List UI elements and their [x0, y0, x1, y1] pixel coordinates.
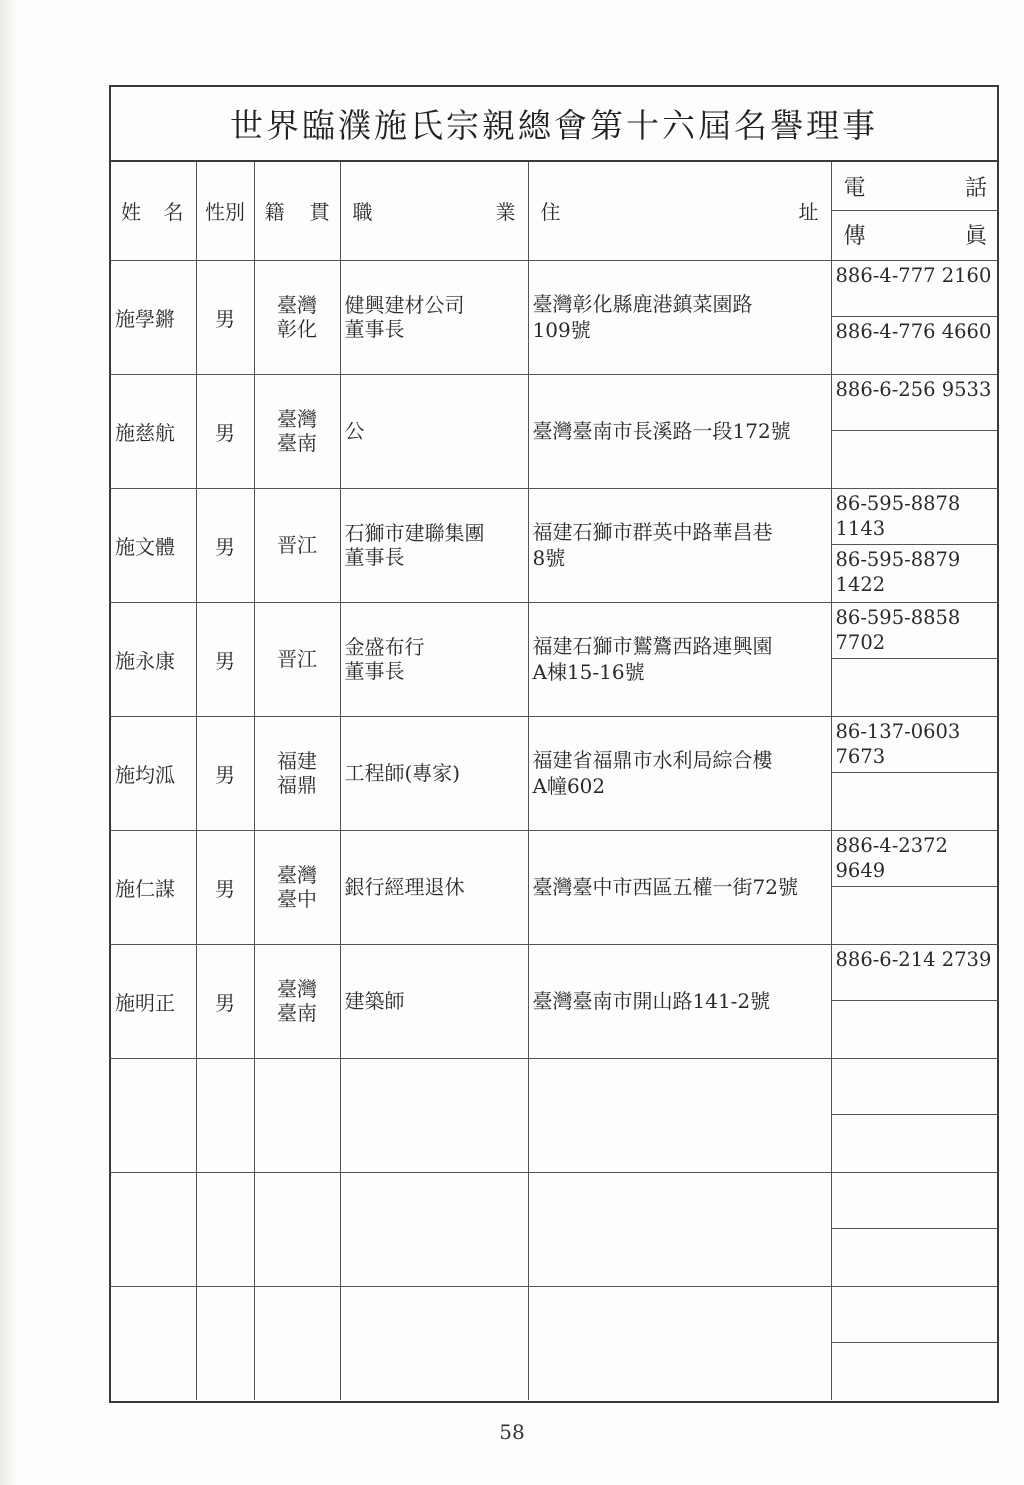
empty-cell: [109, 1058, 196, 1172]
member-address: 福建省福鼎市水利局綜合樓 A幢602: [528, 716, 831, 830]
table-row: [109, 830, 999, 944]
member-phone: 86-137-0603 7673: [832, 717, 1000, 773]
member-phone: 886-4-777 2160: [832, 261, 1000, 317]
empty-fax: [832, 1115, 1000, 1171]
empty-cell: [340, 1286, 528, 1400]
empty-phone-fax: [831, 1286, 999, 1400]
member-origin: 晋江: [254, 602, 340, 716]
empty-phone-fax: [831, 1058, 999, 1172]
empty-fax: [832, 1343, 1000, 1399]
member-gender: 男: [196, 374, 254, 488]
empty-cell: [109, 1172, 196, 1286]
member-phone-fax: [831, 716, 999, 830]
member-occupation: 金盛布行 董事長: [340, 602, 528, 716]
directory-table: [109, 160, 999, 1400]
member-name: 施學鏘: [109, 260, 196, 374]
member-address: 福建石獅市群英中路華昌巷 8號: [528, 488, 831, 602]
member-address: 臺灣臺中市西區五權一街72號: [528, 830, 831, 944]
empty-phone: [832, 1059, 1000, 1115]
empty-cell: [254, 1058, 340, 1172]
member-gender: 男: [196, 830, 254, 944]
member-gender: 男: [196, 260, 254, 374]
empty-row: [109, 1172, 999, 1286]
member-address: 臺灣臺南市長溪路一段172號: [528, 374, 831, 488]
empty-row: [109, 1286, 999, 1400]
member-occupation: 健興建材公司 董事長: [340, 260, 528, 374]
empty-phone-fax: [831, 1172, 999, 1286]
member-origin: 臺灣 彰化: [254, 260, 340, 374]
member-phone: 86-595-8878 1143: [832, 489, 1000, 545]
member-phone-fax: [831, 488, 999, 602]
member-phone-fax: [831, 944, 999, 1058]
member-occupation: 石獅市建聯集團 董事長: [340, 488, 528, 602]
member-phone-fax: [831, 374, 999, 488]
member-fax: 886-4-776 4660: [835, 320, 992, 343]
page-title: 世界臨濮施氏宗親總會第十六屆名譽理事: [230, 105, 878, 145]
member-occupation: 公: [340, 374, 528, 488]
member-gender: 男: [196, 488, 254, 602]
member-occupation: 工程師(專家): [340, 716, 528, 830]
member-name: 施慈航: [109, 374, 196, 488]
member-gender: 男: [196, 716, 254, 830]
member-fax: [832, 773, 1000, 829]
member-address: 福建石獅市鸑鷟西路連興園 A棟15-16號: [528, 602, 831, 716]
header-name: 姓 名: [109, 161, 196, 260]
empty-cell: [109, 1286, 196, 1400]
member-name: 施明正: [109, 944, 196, 1058]
empty-cell: [528, 1058, 831, 1172]
empty-cell: [340, 1058, 528, 1172]
member-fax: [832, 1001, 1000, 1057]
member-address: 臺灣彰化縣鹿港鎮菜園路 109號: [528, 260, 831, 374]
page-edge-shadow: [0, 0, 18, 1485]
member-phone: 886-4-2372 9649: [832, 831, 1000, 887]
member-fax: [832, 659, 1000, 715]
header-row: [109, 161, 999, 260]
table-row: [109, 602, 999, 716]
member-name: 施均泒: [109, 716, 196, 830]
empty-phone: [832, 1173, 1000, 1229]
empty-fax: [832, 1229, 1000, 1285]
empty-cell: [196, 1058, 254, 1172]
header-origin: 籍 貫: [254, 161, 340, 260]
member-name: 施仁謀: [109, 830, 196, 944]
empty-cell: [528, 1172, 831, 1286]
header-address: 住 址: [528, 161, 831, 260]
member-fax: [832, 887, 1000, 943]
member-phone: 886-6-256 9533: [832, 375, 1000, 431]
member-fax: [832, 431, 1000, 487]
member-phone-fax: [831, 260, 999, 374]
member-gender: 男: [196, 944, 254, 1058]
empty-cell: [196, 1286, 254, 1400]
member-gender: 男: [196, 602, 254, 716]
member-origin: 臺灣 臺南: [254, 374, 340, 488]
member-phone-fax: [831, 830, 999, 944]
member-occupation: 銀行經理退休: [340, 830, 528, 944]
table-row: [109, 716, 999, 830]
member-name: 施文體: [109, 488, 196, 602]
empty-cell: [254, 1286, 340, 1400]
member-origin: 臺灣 臺南: [254, 944, 340, 1058]
table-row: [109, 488, 999, 602]
empty-phone: [832, 1287, 1000, 1343]
empty-cell: [196, 1172, 254, 1286]
member-address: 臺灣臺南市開山路141-2號: [528, 944, 831, 1058]
table-row: [109, 374, 999, 488]
member-phone: 886-6-214 2739: [832, 945, 1000, 1001]
member-origin: 臺灣 臺中: [254, 830, 340, 944]
empty-row: [109, 1058, 999, 1172]
empty-cell: [340, 1172, 528, 1286]
member-phone-fax: [831, 602, 999, 716]
member-name: 施永康: [109, 602, 196, 716]
empty-cell: [254, 1172, 340, 1286]
member-fax: 86-595-8879 1422: [835, 548, 961, 596]
member-occupation: 建築師: [340, 944, 528, 1058]
member-phone: 86-595-8858 7702: [832, 603, 1000, 659]
table-row: [109, 260, 999, 374]
header-occupation: 職 業: [340, 161, 528, 260]
header-gender: 性別: [196, 161, 254, 260]
table-row: [109, 944, 999, 1058]
member-origin: 福建 福鼎: [254, 716, 340, 830]
member-origin: 晋江: [254, 488, 340, 602]
header-phone-fax: 電 話 傳 眞: [831, 161, 999, 260]
empty-cell: [528, 1286, 831, 1400]
page-number: 58: [499, 1420, 525, 1444]
